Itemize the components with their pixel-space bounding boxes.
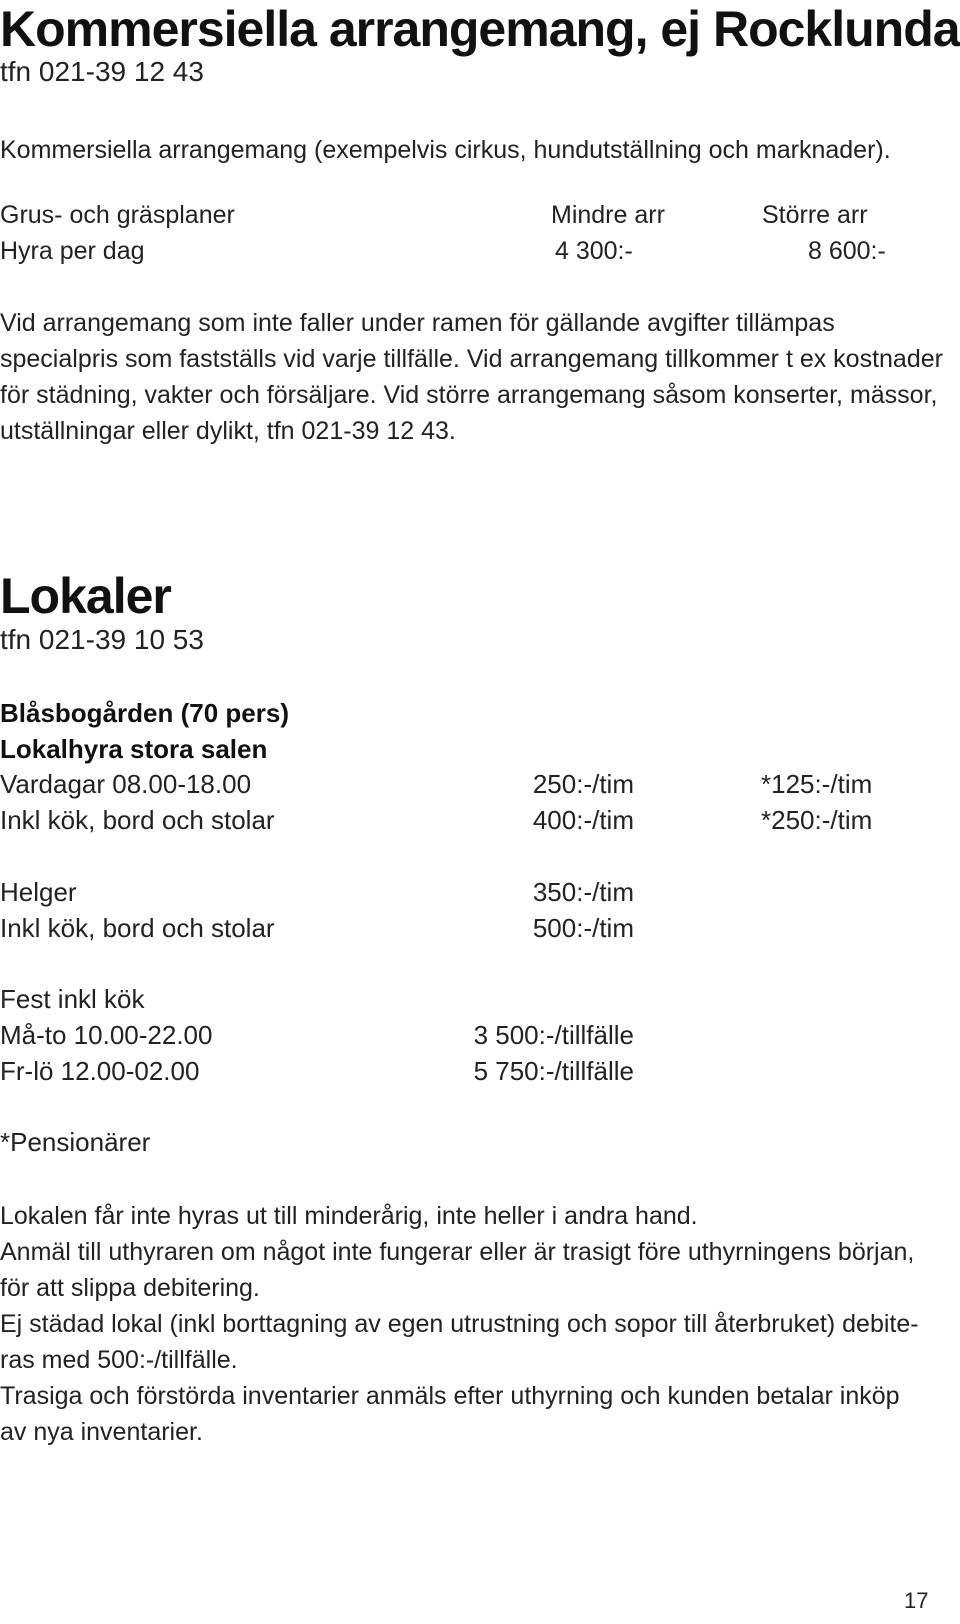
price-row-price: 5 750:-/tillfälle (473, 1056, 634, 1086)
venue-subheading: Lokalhyra stora salen (0, 734, 268, 764)
price-row-price: 3 500:-/tillfälle (473, 1020, 634, 1050)
table-row-smaller: 4 300:- (555, 237, 633, 265)
footnote-pensioners: *Pensionärer (0, 1127, 151, 1157)
price-row-label: Vardagar 08.00-18.00 (0, 769, 252, 799)
rules-line: Anmäl till uthyraren om något inte fungerar eller är trasigt före uthyrningens början, (0, 1238, 915, 1266)
phone-premises: tfn 021-39 10 53 (0, 624, 204, 655)
price-row-label: Må-to 10.00-22.00 (0, 1020, 213, 1050)
table-row-larger: 8 600:- (808, 237, 886, 265)
price-row-label: Fest inkl kök (0, 984, 145, 1014)
table-header-label: Grus- och gräsplaner (0, 201, 235, 229)
rules-line: av nya inventarier. (0, 1418, 203, 1446)
rules-line: Trasiga och förstörda inventarier anmäls efter uthyrning och kunden betalar inköp (0, 1382, 900, 1410)
table-header-larger: Större arr (762, 201, 868, 229)
price-row-price: 250:-/tim (532, 769, 634, 799)
note-line: utställningar eller dylikt, tfn 021-39 12 43. (0, 417, 456, 445)
price-row-label: Fr-lö 12.00-02.00 (0, 1056, 200, 1086)
table-row-label: Hyra per dag (0, 237, 145, 265)
price-row-reduced: *250:-/tim (761, 805, 873, 835)
rules-line: för att slippa debitering. (0, 1274, 260, 1302)
intro-text: Kommersiella arrangemang (exempelvis cirkus, hundutställning och marknader). (0, 136, 891, 164)
note-line: Vid arrangemang som inte faller under ramen för gällande avgifter tillämpas (0, 309, 835, 337)
price-row-reduced: *125:-/tim (761, 769, 873, 799)
price-row-label: Helger (0, 877, 77, 907)
rules-line: ras med 500:-/tillfälle. (0, 1346, 238, 1374)
price-row-price: 500:-/tim (532, 913, 634, 943)
rules-line: Ej städad lokal (inkl borttagning av egen utrustning och sopor till återbruket) debite- (0, 1310, 919, 1338)
price-row-price: 350:-/tim (532, 877, 634, 907)
section-title-premises: Lokaler (0, 568, 171, 624)
rules-line: Lokalen får inte hyras ut till minderårig, inte heller i andra hand. (0, 1202, 698, 1230)
section-title-commercial: Kommersiella arrangemang, ej Rocklunda (0, 1, 960, 57)
phone-commercial: tfn 021-39 12 43 (0, 56, 204, 87)
price-row-label: Inkl kök, bord och stolar (0, 805, 275, 835)
page-number: 17 (904, 1588, 929, 1613)
note-line: för städning, vakter och försäljare. Vid större arrangemang såsom konserter, mässor, (0, 381, 938, 409)
venue-name: Blåsbogården (70 pers) (0, 698, 289, 728)
price-row-label: Inkl kök, bord och stolar (0, 913, 275, 943)
price-row-price: 400:-/tim (532, 805, 634, 835)
table-header-smaller: Mindre arr (551, 201, 665, 229)
note-line: specialpris som fastställs vid varje tillfälle. Vid arrangemang tillkommer t ex kostnader (0, 345, 943, 373)
